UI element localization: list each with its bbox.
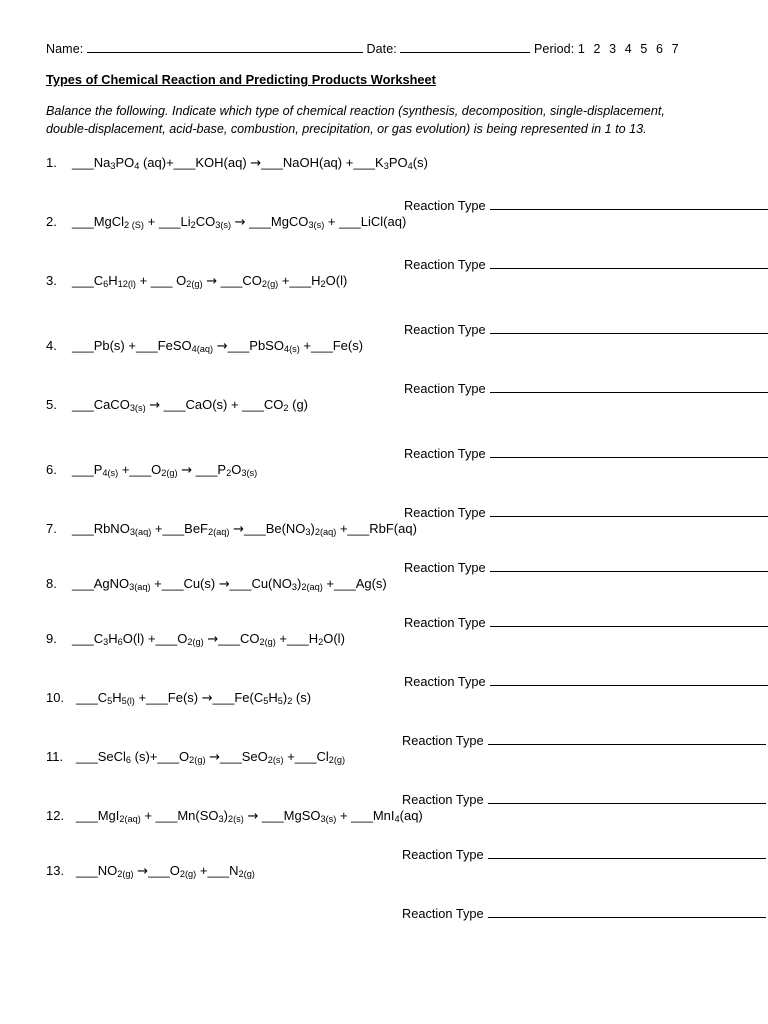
problem-item — [46, 807, 710, 862]
reaction-type-row — [404, 673, 710, 689]
reaction-type-row — [402, 846, 710, 862]
page-title: Types of Chemical Reaction and Predicting Products Worksheet — [46, 72, 436, 87]
problem-number: 5. — [46, 397, 57, 413]
problem-item — [46, 461, 710, 520]
reaction-type-answer-line[interactable] — [490, 256, 768, 269]
equation-row — [46, 272, 710, 293]
problem-item — [46, 396, 710, 461]
equation-row — [46, 154, 710, 175]
problem-list — [46, 154, 710, 921]
chemical-equation[interactable]: $\_\_\_C_6H_{12(l)}$ + ___ $O_{2(g)}$ → $\_\_\_CO_{2(g)}$ $+\_\_\_H_2O(l)$ — [72, 273, 348, 290]
reaction-type-row — [402, 732, 710, 748]
reaction-type-label: Reaction Type — [404, 446, 486, 462]
reaction-type-row — [404, 321, 710, 337]
reaction-type-row — [404, 445, 710, 461]
reaction-type-label: Reaction Type — [402, 792, 484, 808]
equation-row — [46, 337, 710, 358]
equation-row — [46, 213, 710, 234]
problem-number: 1. — [46, 155, 57, 170]
reaction-type-label: Reaction Type — [404, 674, 486, 690]
problem-item — [46, 337, 710, 396]
equation-row — [46, 748, 710, 769]
equation-row — [46, 520, 710, 541]
reaction-type-label: Reaction Type — [402, 847, 484, 863]
reaction-type-row — [404, 197, 710, 213]
reaction-type-label: Reaction Type — [404, 381, 486, 397]
reaction-type-row — [404, 614, 710, 630]
problem-item — [46, 272, 710, 337]
chemical-equation[interactable]: $\_\_\_P_{4(s)}$ $+\_\_\_O_{2(g)}$ → $\_\_\_P_2O_{3(s)}$ — [72, 462, 258, 479]
instructions-text: Balance the following. Indicate which type of chemical reaction (synthesis, decomposition, single-displacement, double-displacement, acid-base, combustion, precipitation, or gas evolution) is being represented in 1 to 13. — [46, 104, 665, 136]
reaction-type-answer-line[interactable] — [490, 614, 768, 627]
problem-item — [46, 862, 710, 921]
reaction-type-answer-line[interactable] — [488, 732, 766, 745]
reaction-type-row — [404, 559, 710, 575]
reaction-type-answer-line[interactable] — [490, 445, 768, 458]
name-label: Name: — [46, 42, 87, 56]
problem-number: 12. — [46, 808, 65, 824]
reaction-type-label: Reaction Type — [404, 257, 486, 273]
equation-row — [46, 575, 710, 596]
problem-number: 2. — [46, 214, 57, 230]
equation-row — [46, 461, 710, 482]
reaction-type-row — [404, 380, 710, 396]
equation-row — [46, 862, 710, 883]
date-input-line[interactable] — [400, 40, 530, 53]
problem-number: 11. — [46, 749, 64, 765]
problem-number: 8. — [46, 576, 57, 592]
reaction-type-answer-line[interactable] — [488, 791, 766, 804]
reaction-type-label: Reaction Type — [402, 733, 484, 749]
reaction-type-answer-line[interactable] — [490, 380, 768, 393]
chemical-equation[interactable]: ___CaCO$_{3(s)}$ → ___CaO(s) + $\_\_\_CO_2$ (g) — [72, 397, 308, 414]
reaction-type-label: Reaction Type — [404, 505, 486, 521]
chemical-equation[interactable]: $\_\_\_C_5H_{5(l)}$ +___Fe(s) $\to\_\_\_Fe(C_5H_5)_2$ (s) — [76, 690, 312, 707]
problem-item — [46, 748, 710, 807]
reaction-type-row — [402, 791, 710, 807]
period-label: Period: — [534, 42, 578, 56]
reaction-type-label: Reaction Type — [402, 906, 484, 922]
reaction-type-answer-line[interactable] — [488, 905, 766, 918]
reaction-type-row — [404, 256, 710, 272]
date-label: Date: — [366, 42, 401, 56]
problem-item — [46, 575, 710, 630]
problem-number: 7. — [46, 521, 57, 537]
problem-number: 4. — [46, 338, 57, 354]
chemical-equation[interactable]: ___AgNO$_{3(aq)}$ +___Cu(s) $\to\_\_\_Cu(NO_3)_{2(aq)}$ +___Ag(s) — [72, 576, 387, 593]
chemical-equation[interactable]: ___SeCl$_6$ $(s)+\_\_\_O_{2(g)}$ →___SeO$_{2(s)}$ $+\_\_\_Cl_{2(g)}$ — [76, 749, 346, 766]
reaction-type-answer-line[interactable] — [490, 197, 768, 210]
problem-item — [46, 689, 710, 748]
problem-number: 10. — [46, 690, 65, 706]
name-input-line[interactable] — [87, 40, 363, 53]
reaction-type-answer-line[interactable] — [488, 846, 766, 859]
reaction-type-label: Reaction Type — [404, 198, 486, 214]
reaction-type-label: Reaction Type — [404, 560, 486, 576]
reaction-type-row — [402, 905, 710, 921]
reaction-type-row — [404, 504, 710, 520]
reaction-type-answer-line[interactable] — [490, 673, 768, 686]
equation-row — [46, 689, 710, 710]
chemical-equation[interactable]: ___MgI$_{2(aq)}$ + $\_\_\_Mn(SO_3)_{2(s)}$ → ___MgSO$_{3(s)}$ + ___MnI$_4$(aq) — [76, 808, 423, 825]
equation-row — [46, 630, 710, 651]
problem-number: 9. — [46, 631, 57, 647]
period-numbers[interactable]: 1 2 3 4 5 6 7 — [577, 42, 682, 56]
equation-row — [46, 396, 710, 417]
problem-number: 3. — [46, 273, 57, 289]
reaction-type-answer-line[interactable] — [490, 321, 768, 334]
chemical-equation[interactable]: ___Pb(s) +___FeSO$_{4(aq)}$ →___PbSO$_{4(s)}$ +___Fe(s) — [72, 338, 364, 355]
problem-item — [46, 213, 710, 272]
problem-item — [46, 154, 710, 213]
chemical-equation[interactable]: ___RbNO$_{3(aq)}$ +___BeF$_{2(aq)}$ $\to\_\_\_Be(NO_3)_{2(aq)}$ +___RbF(aq) — [72, 521, 417, 538]
problem-number: 6. — [46, 462, 57, 478]
chemical-equation[interactable]: ___MgCl$_{2 (S)}$ + $\_\_\_Li_2CO_{3(s)}$ → ___MgCO$_{3(s)}$ + ___LiCl(aq) — [72, 214, 407, 231]
equation-row — [46, 807, 710, 828]
chemical-equation[interactable]: $\_\_\_NO_{2(g)}$ $\to\_\_\_O_{2(g)}$ $+\_\_\_N_{2(g)}$ — [76, 863, 255, 880]
problem-item — [46, 630, 710, 689]
reaction-type-answer-line[interactable] — [490, 504, 768, 517]
problem-number: 13. — [46, 863, 65, 879]
problem-item — [46, 520, 710, 575]
student-info-header — [46, 40, 710, 56]
worksheet-content — [46, 40, 710, 921]
chemical-equation[interactable]: $\_\_\_C_3H_6O(l)$ $+\_\_\_O_{2(g)}$ $\to\_\_\_CO_{2(g)}$ $+\_\_\_H_2O(l)$ — [72, 631, 345, 648]
chemical-equation[interactable]: $\_\_\_Na_3PO_4$ (aq)+___KOH(aq) →___NaOH(aq) $+\_\_\_K_3PO_4(s)$ — [72, 155, 428, 172]
reaction-type-label: Reaction Type — [404, 615, 486, 631]
reaction-type-label: Reaction Type — [404, 322, 486, 338]
reaction-type-answer-line[interactable] — [490, 559, 768, 572]
